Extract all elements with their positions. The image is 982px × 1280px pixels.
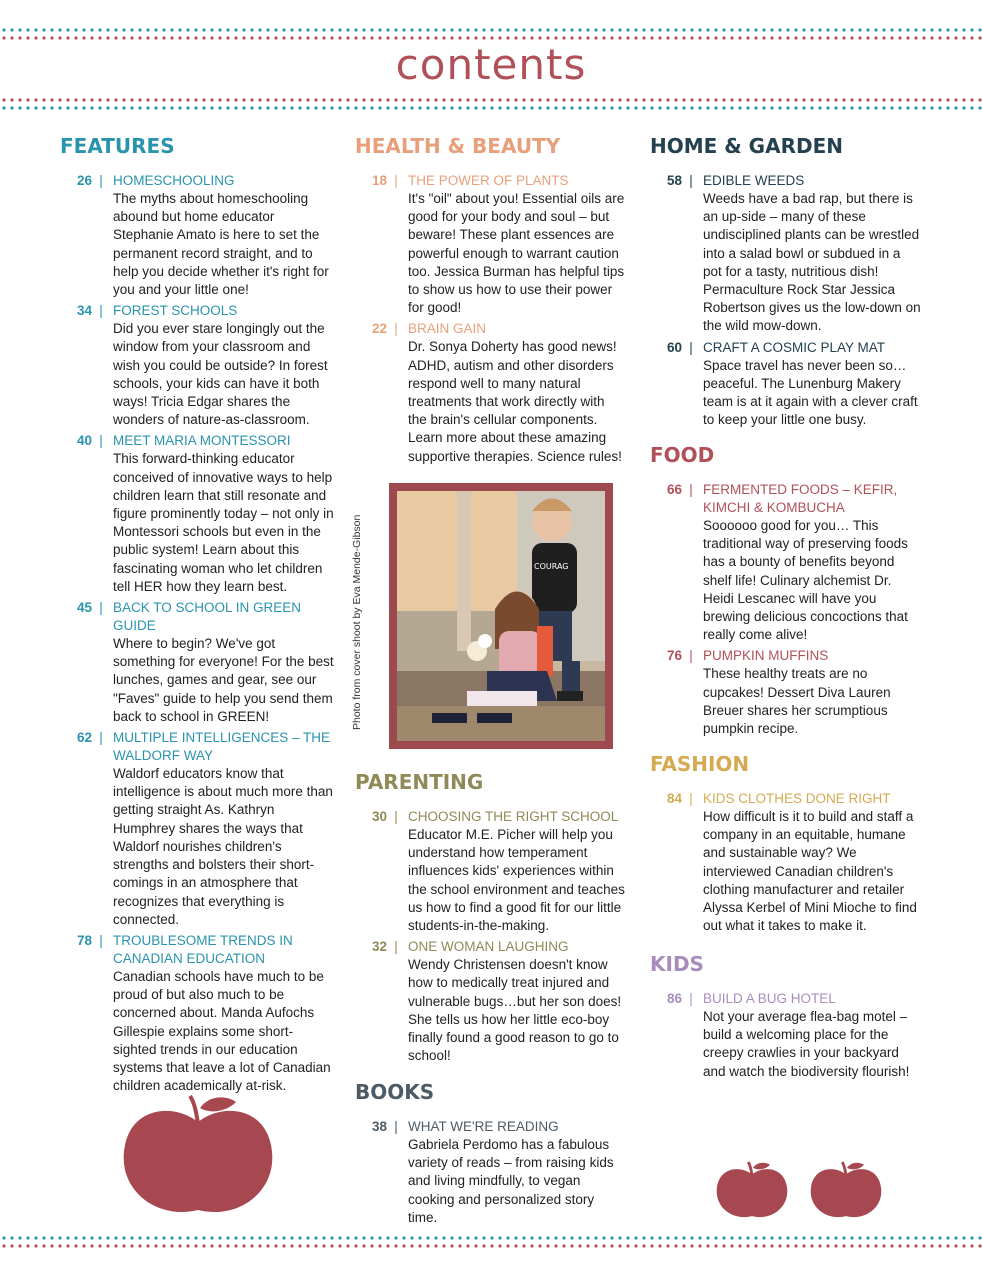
article-description: Dr. Sonya Doherty has good news! ADHD, autism and other disorders respond well to many natural treatments that work directly with the brain's cellular components. Learn more about these amazing supportive therapies. Science rules! — [408, 339, 622, 464]
article-title[interactable]: BUILD A BUG HOTEL — [703, 991, 836, 1006]
article-description: How difficult is it to build and staff a company in an equitable, humane and sustainable way? We interviewed Canadian children's clothing manufacturer and retailer Alyssa Kerbel of Mini Mioche to find out what it takes to make it. — [703, 809, 917, 934]
entry-body — [408, 1118, 627, 1227]
separator: | — [99, 600, 103, 616]
title-dotted-border — [0, 96, 982, 116]
page-number: 62 — [76, 730, 92, 746]
books-heading: BOOKS — [355, 1080, 435, 1104]
article-title[interactable]: EDIBLE WEEDS — [703, 173, 805, 188]
separator: | — [689, 173, 693, 188]
page-number: 45 — [76, 600, 92, 616]
toc-entry[interactable] — [355, 938, 627, 1065]
article-title[interactable]: CHOOSING THE RIGHT SCHOOL — [408, 809, 619, 824]
kids-heading: KIDS — [650, 952, 704, 976]
features-heading: FEATURES — [60, 134, 175, 158]
large-apple-icon — [118, 1092, 278, 1222]
entry-body — [408, 172, 627, 317]
article-description: Soooooo good for you… This traditional way of preserving foods has a bounty of benefits beyond shelf life! Culinary alchemist Dr. Heidi Lescanec will have you brewing delicious concoctions that really come alive! — [703, 518, 908, 643]
page-number: 34 — [76, 303, 92, 319]
toc-entry[interactable] — [650, 790, 922, 935]
parenting-heading: PARENTING — [355, 770, 484, 794]
entry-body — [408, 938, 627, 1065]
separator: | — [99, 730, 103, 746]
article-title[interactable]: HOMESCHOOLING — [113, 173, 235, 188]
entry-body — [113, 932, 336, 1095]
separator: | — [99, 303, 103, 319]
article-title[interactable]: BACK TO SCHOOL IN GREEN GUIDE — [113, 600, 302, 634]
article-title[interactable]: CRAFT A COSMIC PLAY MAT — [703, 339, 886, 355]
food-heading: FOOD — [650, 443, 715, 467]
article-title[interactable]: ONE WOMAN LAUGHING — [408, 939, 569, 955]
children-photo-illustration — [397, 491, 605, 741]
separator: | — [394, 173, 398, 188]
article-description: Not your average flea-bag motel – build a welcoming place for the creepy crawlies in your backyard and watch the biodiversity flourish! — [703, 1009, 910, 1079]
article-title[interactable]: TROUBLESOME TRENDS IN CANADIAN EDUCATION — [113, 932, 293, 966]
entry-body — [408, 320, 627, 465]
separator: | — [689, 991, 693, 1006]
page-number: 22 — [371, 321, 387, 337]
article-title[interactable]: FOREST SCHOOLS — [113, 303, 238, 319]
toc-entry[interactable] — [650, 647, 922, 738]
page-number: 76 — [666, 648, 682, 664]
bottom-dotted-border — [0, 1234, 982, 1254]
entry-body — [703, 339, 922, 430]
article-title[interactable]: WHAT WE'RE READING — [408, 1119, 559, 1134]
toc-entry[interactable] — [650, 339, 922, 430]
parenting-section — [355, 770, 627, 1068]
toc-entry[interactable] — [355, 808, 627, 935]
separator: | — [394, 321, 398, 337]
entry-body — [703, 990, 922, 1081]
page-number: 26 — [76, 173, 92, 188]
fashion-section — [650, 752, 922, 938]
page-number: 40 — [76, 433, 92, 449]
article-description: Wendy Christensen doesn't know how to medically treat injured and vulnerable bugs…but her son does! She tells us how her little eco-boy finally found a good reason to go to school! — [408, 957, 622, 1064]
separator: | — [689, 791, 693, 806]
toc-entry[interactable] — [650, 172, 922, 336]
separator: | — [394, 939, 398, 955]
page-number: 32 — [371, 939, 387, 955]
toc-entry[interactable] — [355, 320, 627, 465]
toc-entry[interactable] — [355, 1118, 627, 1227]
page-number: 58 — [666, 173, 682, 188]
page-number: 86 — [666, 991, 682, 1006]
page-number: 66 — [666, 482, 682, 497]
article-title[interactable]: FERMENTED FOODS – KEFIR, KIMCHI & KOMBUCHA — [703, 482, 898, 515]
entry-body — [113, 432, 336, 596]
article-description: Weeds have a bad rap, but there is an up-side – many of these undisciplined plants can be wrestled into a salad bowl or subdued in a pot for a tasty, nutritious dish! Permaculture Rock Star Jessica Robertson gives us the low-down on the wild mow-down. — [703, 191, 921, 334]
entry-body — [703, 172, 922, 336]
separator: | — [99, 433, 103, 449]
article-title[interactable]: THE POWER OF PLANTS — [408, 173, 569, 188]
shirt-text: COURAG — [534, 562, 569, 571]
separator: | — [99, 932, 103, 948]
fashion-heading: FASHION — [650, 752, 750, 776]
article-description: Where to begin? We've got something for everyone! For the best lunches, games and gear, see our "Faves" guide to help you send them back to school in GREEN! — [113, 636, 334, 724]
article-title[interactable]: BRAIN GAIN — [408, 321, 487, 337]
separator: | — [99, 173, 103, 188]
features-section — [60, 134, 336, 1098]
toc-entry[interactable] — [60, 932, 336, 1095]
page-number: 60 — [666, 339, 682, 355]
article-title[interactable]: KIDS CLOTHES DONE RIGHT — [703, 791, 891, 806]
cover-photo — [389, 483, 613, 749]
entry-body — [113, 172, 336, 299]
toc-entry[interactable] — [60, 599, 336, 726]
page-number: 18 — [371, 173, 387, 188]
toc-entry[interactable] — [355, 172, 627, 317]
entry-body — [113, 729, 336, 929]
separator: | — [394, 1119, 398, 1134]
entry-body — [703, 481, 922, 644]
article-title[interactable]: PUMPKIN MUFFINS — [703, 648, 829, 664]
article-description: It's "oil" about you! Essential oils are good for your body and soul – but beware! These plant essences are powerful enough to warrant caution too. Jessica Burman has helpful tips to show us how to use their power for good! — [408, 191, 625, 316]
kids-section — [650, 952, 922, 1084]
home-garden-heading: HOME & GARDEN — [650, 134, 843, 158]
small-apple-icon-right — [808, 1160, 884, 1222]
food-section — [650, 443, 922, 741]
health-beauty-heading: HEALTH & BEAUTY — [355, 134, 561, 158]
separator: | — [394, 809, 398, 824]
page-title: contents — [395, 40, 587, 89]
health-beauty-section — [355, 134, 627, 469]
article-description: Educator M.E. Picher will help you understand how temperament influences kids' experiences within the school environment and teaches us how to find a good fit for our little students-in-the-making. — [408, 827, 625, 934]
article-description: Canadian schools have much to be proud of but also much to be concerned about. Manda Aufochs Gillespie explains some short-sighted trends in our education systems that leave a lot of Canadian children academically at-risk. — [113, 968, 331, 1094]
article-description: Gabriela Perdomo has a fabulous variety of reads – from raising kids and living mindfully, to vegan cooking and personalized story time. — [408, 1137, 614, 1225]
photo-credit: Photo from cover shoot by Eva Mende-Gibson — [351, 514, 363, 730]
toc-entry[interactable] — [60, 302, 336, 429]
toc-entry[interactable] — [650, 990, 922, 1081]
article-title[interactable]: MEET MARIA MONTESSORI — [113, 433, 291, 449]
article-description: Did you ever stare longingly out the window from your classroom and wish you could be outside? In forest schools, your kids can have it both ways! Tricia Edgar shares the wonders of nature-as-classroom. — [113, 321, 328, 428]
entry-body — [113, 302, 336, 429]
article-description: The myths about homeschooling abound but home educator Stephanie Amato is here to set the permanent record straight, and to help you decide whether it's right for you and your little one! — [113, 191, 329, 298]
entry-body — [113, 599, 336, 726]
page-number: 38 — [371, 1119, 387, 1134]
toc-entry[interactable] — [650, 481, 922, 644]
article-description: Space travel has never been so… peaceful. The Lunenburg Makery team is at it again with a clever craft to keep your little one busy. — [703, 357, 918, 428]
page-number: 30 — [371, 809, 387, 824]
article-description: This forward-thinking educator conceived of innovative ways to help children learn that still resonate and figure prominently today – not only in Montessori schools but even in the public system! Learn about this fascinating woman who let children tell HER how they learn best. — [113, 451, 334, 594]
separator: | — [689, 482, 693, 497]
entry-body — [703, 790, 922, 935]
article-description: These healthy treats are no cupcakes! Dessert Diva Lauren Breuer shares her scrumptious pumpkin recipe. — [703, 666, 891, 737]
books-section — [355, 1080, 627, 1230]
home-garden-section — [650, 134, 922, 432]
article-description: Waldorf educators know that intelligence is about much more than getting straight As. Kathryn Humphrey shares the ways that Waldorf nourishes children's strengths and bolsters their short-comings in an atmosphere that recognizes that everything is connected. — [113, 766, 333, 927]
article-title[interactable]: MULTIPLE INTELLIGENCES – THE WALDORF WAY — [113, 730, 331, 764]
toc-entry[interactable] — [60, 729, 336, 929]
entry-body — [408, 808, 627, 935]
page-number: 78 — [76, 932, 92, 948]
toc-entry[interactable] — [60, 432, 336, 596]
toc-entry[interactable] — [60, 172, 336, 299]
small-apple-icon-left — [714, 1160, 790, 1222]
separator: | — [689, 648, 693, 664]
page-number: 84 — [666, 791, 682, 806]
entry-body — [703, 647, 922, 738]
separator: | — [689, 339, 693, 355]
